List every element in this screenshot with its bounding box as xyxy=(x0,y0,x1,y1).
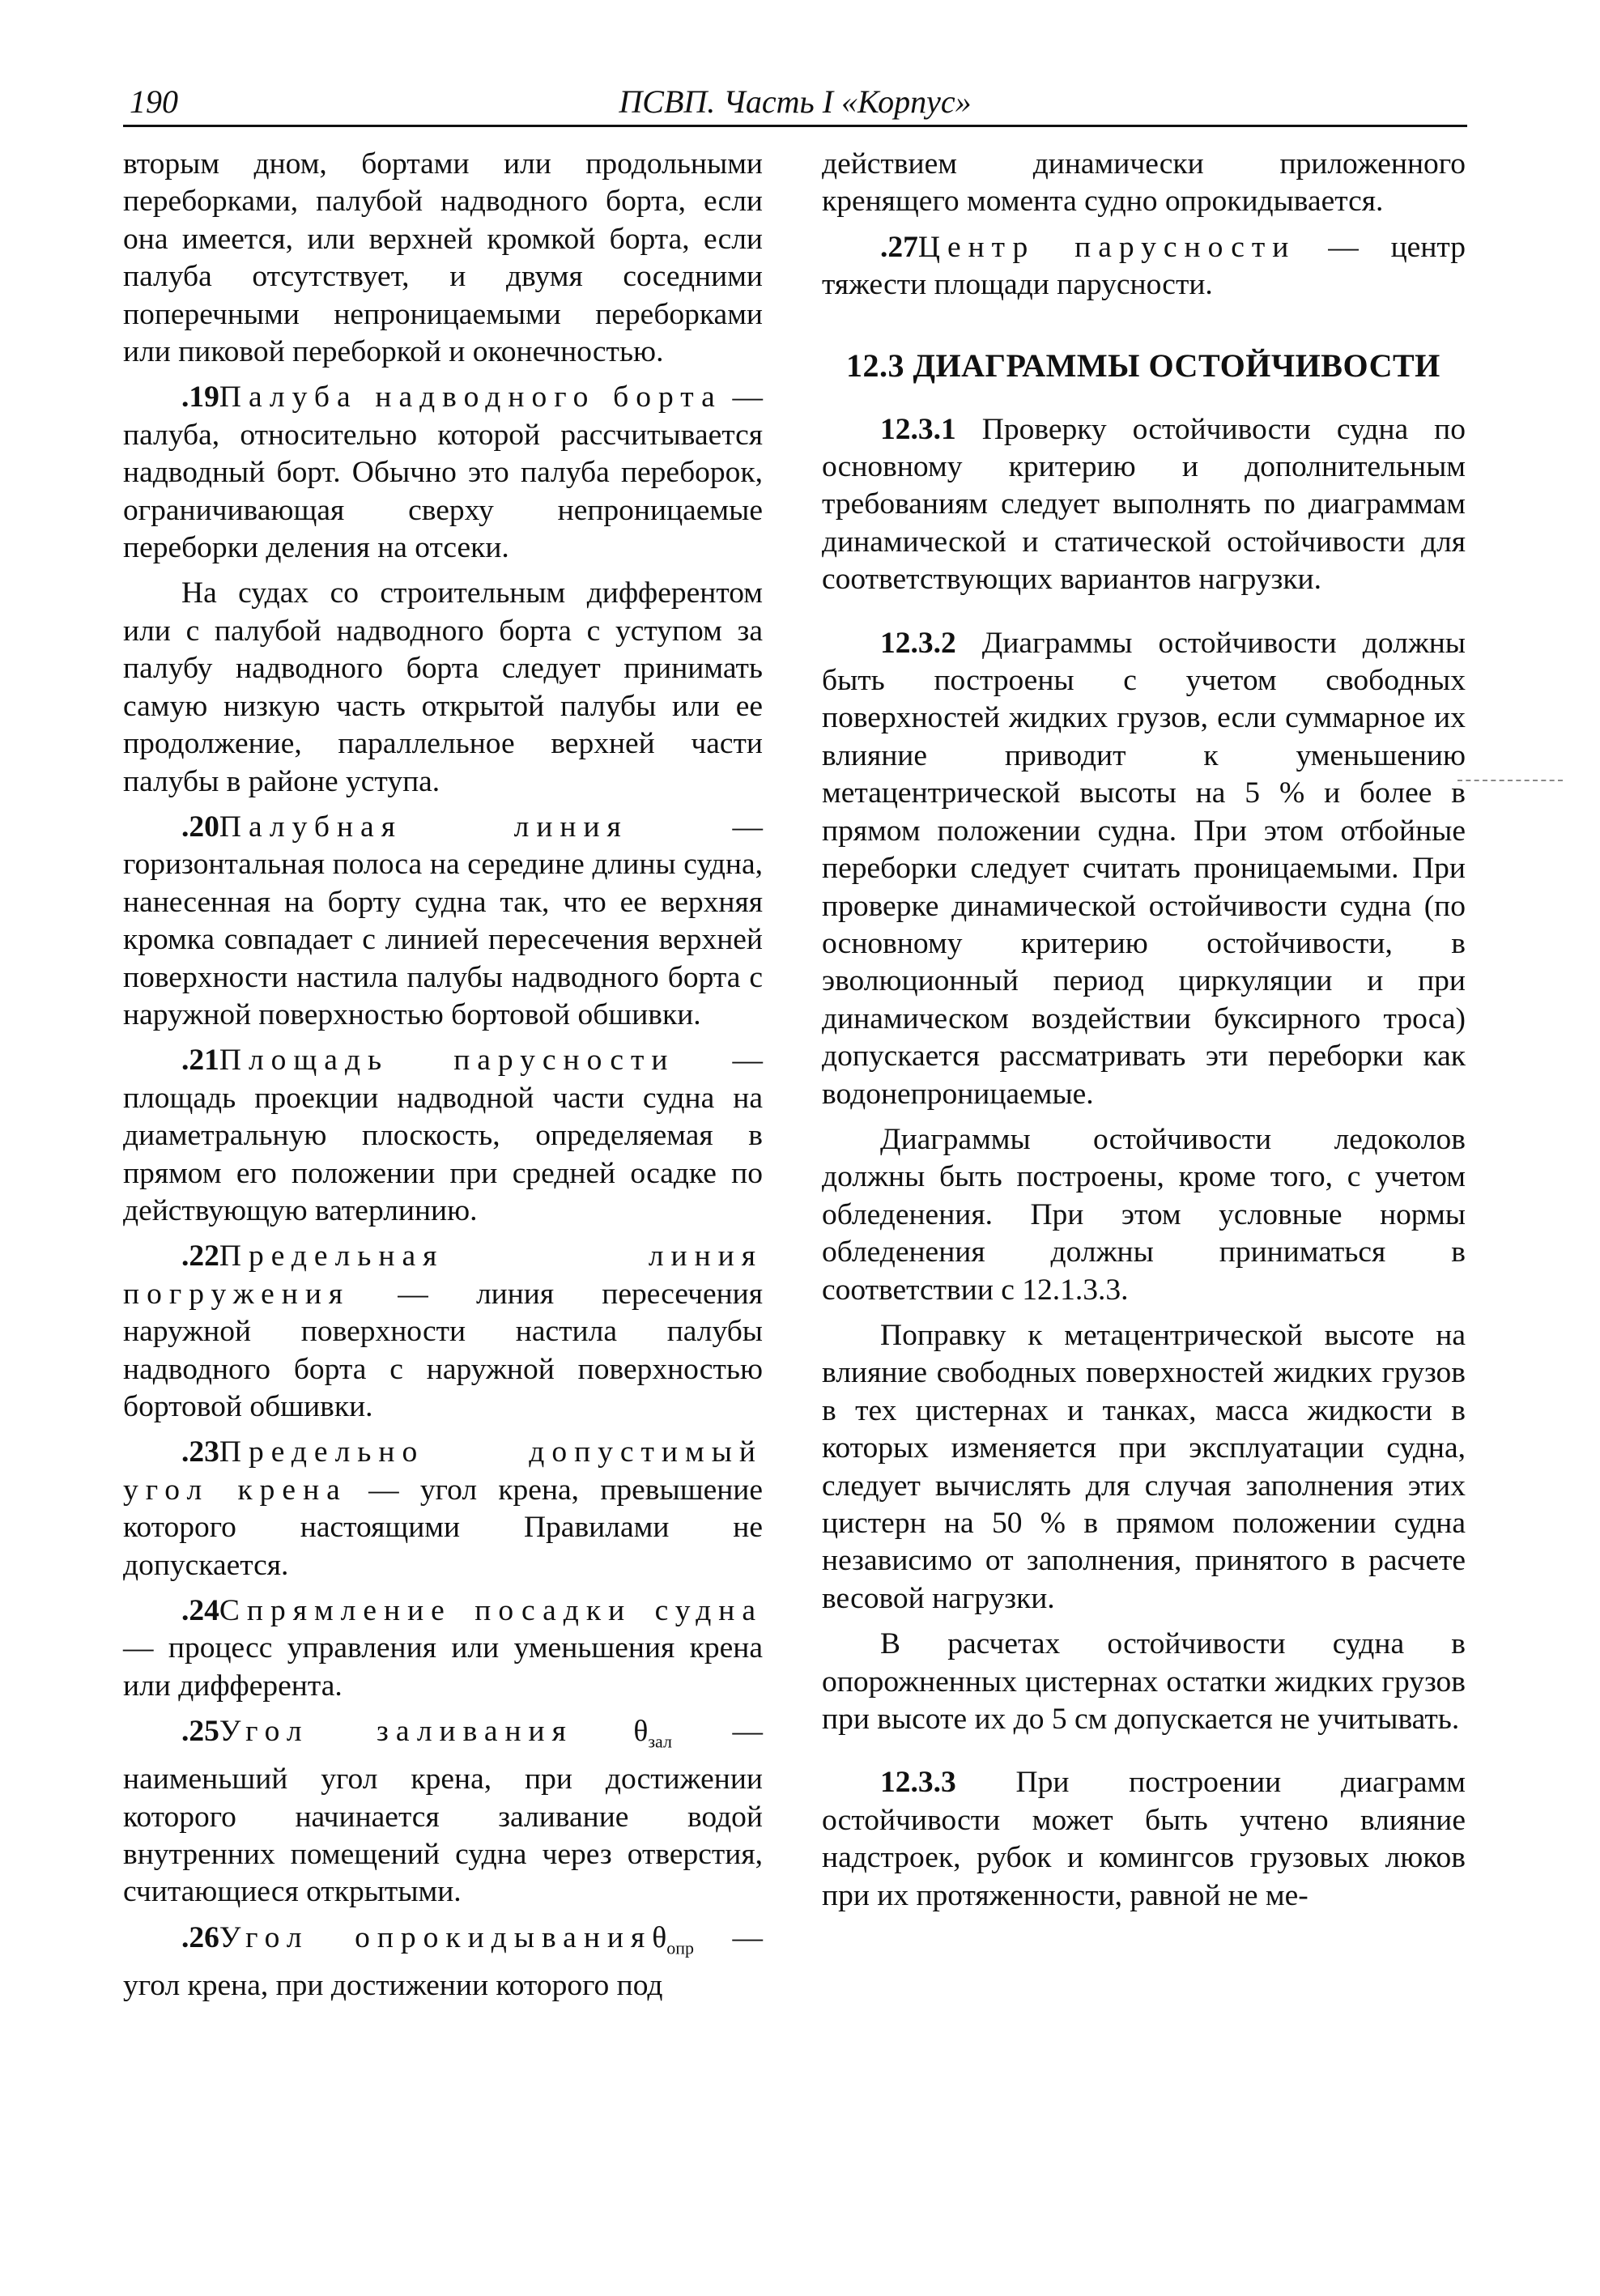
definition-21 xyxy=(123,1042,763,1230)
definition-text: — угол крена, при достижении которого под xyxy=(123,1920,764,2002)
item-number: .20 xyxy=(181,810,219,844)
spacer xyxy=(822,607,1466,625)
paragraph: Поправку к метацентрической высоте на влияние свободных поверхностей жидких грузов в тех цистернах и танках, масса жидкости в которых изменяется при эксплуатации судна, следует вычислять для случая заполнения этих цистерн на 50 % в прямом положении судна независимо от заполнения, принятого в расчете весовой нагрузки. xyxy=(822,1318,1466,1615)
definition-20 xyxy=(123,809,763,1034)
definition-text: — процесс управления или уменьшения крена или дифферента. xyxy=(123,1631,763,1703)
clause-12-3-1 xyxy=(822,411,1466,599)
defined-term: Центр парусности xyxy=(917,230,1296,264)
defined-term: Палубная линия xyxy=(219,810,628,844)
defined-term: Предельно допустимый угол крена xyxy=(123,1435,763,1507)
paragraph-continuation: действием динамически приложенного кренящего момента судно опрокидывается. xyxy=(822,147,1466,219)
defined-term: Угол заливания xyxy=(219,1715,573,1749)
clause-text: При построении диаграмм остойчивости может быть учтено влияние надстроек, рубок и комингсов грузовых люков при их протяженности, равной не ме- xyxy=(822,1766,1466,1912)
definition-26 xyxy=(123,1920,763,2005)
item-number: .27 xyxy=(880,230,918,264)
paragraph: В расчетах остойчивости судна в опорожненных цистернах остатки жидких грузов при высоте их до 5 см допускается не учитывать. xyxy=(822,1627,1466,1737)
defined-term: Палуба надводного борта xyxy=(219,381,722,415)
item-number: .23 xyxy=(181,1435,219,1469)
clause-12-3-2 xyxy=(822,625,1466,1113)
item-number: .25 xyxy=(181,1715,219,1749)
definition-text: — линия пересечения наружной поверхности настила палубы надводного борта с наружной поверхностью бортовой обшивки. xyxy=(123,1277,763,1423)
item-number: .26 xyxy=(181,1920,219,1954)
spacer xyxy=(822,1746,1466,1764)
clause-number: 12.3.1 xyxy=(880,412,956,446)
defined-term: Предельная линия погружения xyxy=(123,1239,763,1311)
paragraph-continuation: вторым дном, бортами или продольными переборками, палубой надводного борта, если она имеется, или верхней кромкой борта, если палуба отсутствует, и двумя соседними поперечными непроницаемыми переборками или пиковой переборкой и оконечностью. xyxy=(123,147,763,369)
paragraph: Диаграммы остойчивости ледоколов должны быть построены, кроме того, с учетом обледенения. При этом условные нормы обледенения должны приниматься в соответствии с 12.1.3.3. xyxy=(822,1122,1466,1307)
definition-text: — угол крена, превышение которого настоящими Правилами не допускается. xyxy=(123,1473,763,1582)
definition-23 xyxy=(123,1434,763,1584)
definition-27 xyxy=(822,229,1466,304)
right-column xyxy=(822,146,1466,1923)
symbol-theta: θ xyxy=(652,1920,667,1954)
paragraph: На судах со строительным дифферентом или с палубой надводного борта с уступом за палубу надводного борта следует принимать самую низкую часть открытой палубы или ее продолжение, параллельное верхней части палубы в районе уступа. xyxy=(123,576,763,798)
left-column xyxy=(123,146,763,2013)
symbol-subscript: зал xyxy=(648,1731,672,1752)
defined-term: Спрямление посадки судна xyxy=(219,1594,763,1628)
symbol-subscript: опр xyxy=(666,1937,694,1958)
clause-text: Диаграммы остойчивости должны быть построены с учетом свободных поверхностей жидких грузов, если суммарное их влияние приводит к уменьшению метацентрической высоты на 5 % и более в прямом положении судна. При этом отбойные переборки следует считать проницаемыми. При проверке динамической остойчивости судна (по основному критерию остойчивости, в эволюционный период циркуляции и при динамическом воздействии буксирного троса) допускается рассматривать эти переборки как водонепроницаемые. xyxy=(822,626,1466,1111)
item-number: .19 xyxy=(181,381,219,415)
margin-dash-mark xyxy=(1457,780,1563,781)
running-title: ПСВП. Часть I «Корпус» xyxy=(619,83,972,120)
item-number: .22 xyxy=(181,1239,219,1273)
definition-24 xyxy=(123,1592,763,1705)
page-number: 190 xyxy=(130,83,178,120)
clause-text: Проверку остойчивости судна по основному критерию и дополнительным требованиям следует выполнять по диаграммам динамической и статической остойчивости для соответствующих вариантов нагрузки. xyxy=(822,412,1466,597)
definition-text: — палуба, относительно которой рассчитывается надводный борт. Обычно это палуба переборок, ограничивающая сверху непроницаемые переборки деления на отсеки. xyxy=(123,381,763,565)
definition-text: — центр тяжести площади парусности. xyxy=(822,230,1466,302)
clause-number: 12.3.3 xyxy=(880,1766,956,1800)
definition-text: — площадь проекции надводной части судна на диаметральную плоскость, определяемая в прямом его положении при средней осадке по действующую ватерлинию. xyxy=(123,1044,763,1227)
definition-text: — наименьший угол крена, при достижении которого начинается заливание водой внутренних помещений судна через отверстия, считающиеся открытыми. xyxy=(123,1715,764,1909)
definition-text: — горизонтальная полоса на середине длины судна, нанесенная на борту судна так, что ее верхняя кромка совпадает с линией пересечения верхней поверхности настила палубы надводного борта с наружной поверхностью бортовой обшивки. xyxy=(123,810,764,1031)
symbol-theta: θ xyxy=(633,1715,649,1749)
item-number: .21 xyxy=(181,1044,219,1078)
defined-term: Угол опрокидывания xyxy=(219,1920,653,1954)
definition-22 xyxy=(123,1238,763,1426)
clause-12-3-3 xyxy=(822,1764,1466,1915)
definition-19 xyxy=(123,379,763,567)
defined-term: Площадь парусности xyxy=(219,1044,675,1078)
page-header xyxy=(123,81,1467,127)
definition-25 xyxy=(123,1713,763,1911)
item-number: .24 xyxy=(181,1594,219,1628)
section-heading: 12.3 ДИАГРАММЫ ОСТОЙЧИВОСТИ xyxy=(846,347,1440,384)
clause-number: 12.3.2 xyxy=(880,626,956,660)
